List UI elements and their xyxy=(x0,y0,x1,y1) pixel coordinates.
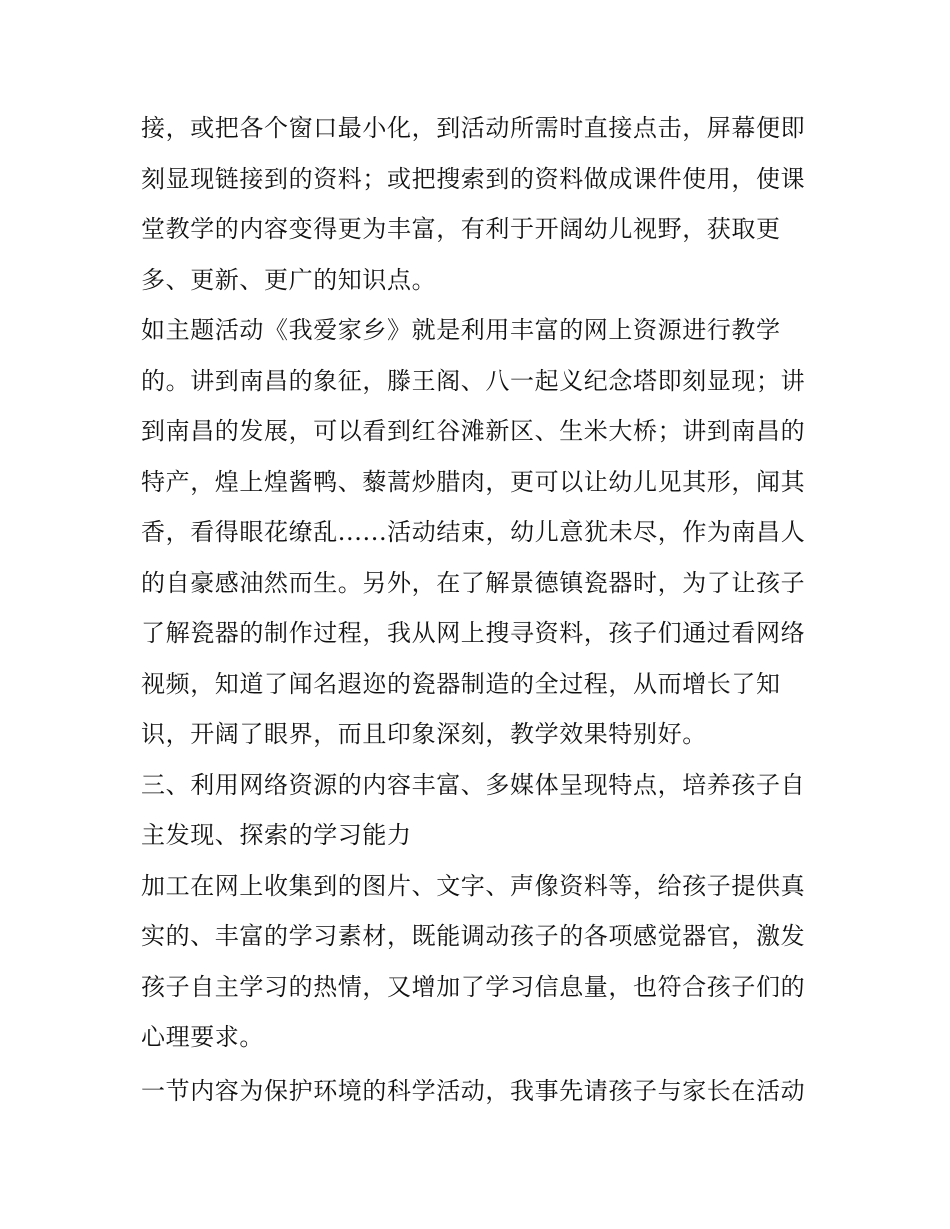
text-line-1: 接，或把各个窗口最小化，到活动所需时直接点击，屏幕便即 xyxy=(141,114,806,142)
text-line-3: 堂教学的内容变得更为丰富，有利于开阔幼儿视野，获取更 xyxy=(141,215,781,243)
text-line-20: 一节内容为保护环境的科学活动，我事先请孩子与家长在活动 xyxy=(141,1076,806,1105)
text-line-16: 加工在网上收集到的图片、文字、声像资料等，给孩子提供真 xyxy=(141,871,806,900)
section-heading-line-2: 主发现、探索的学习能力 xyxy=(141,821,412,849)
text-line-17: 实的、丰富的学习素材，既能调动孩子的各项感觉器官，激发 xyxy=(141,922,806,950)
text-line-2: 刻显现链接到的资料；或把搜索到的资料做成课件使用，使课 xyxy=(141,164,806,193)
document-body xyxy=(141,103,821,1116)
text-line-18: 孩子自主学习的热情，又增加了学习信息量，也符合孩子们的 xyxy=(141,972,806,1001)
text-line-19: 心理要求。 xyxy=(141,1023,264,1051)
text-line-5: 如主题活动《我爱家乡》就是利用丰富的网上资源进行教学 xyxy=(141,316,781,344)
text-line-4: 多、更新、更广的知识点。 xyxy=(141,265,437,294)
text-line-10: 的自豪感油然而生。另外，在了解景德镇瓷器时，为了让孩子 xyxy=(141,568,806,597)
text-line-9: 香，看得眼花缭乱......活动结束，幼儿意犹未尽，作为南昌人 xyxy=(141,518,806,546)
section-heading-line-1: 三、利用网络资源的内容丰富、多媒体呈现特点，培养孩子自 xyxy=(141,770,806,799)
text-line-12: 视频，知道了闻名遐迩的瓷器制造的全过程，从而增长了知 xyxy=(141,669,781,698)
text-line-7: 到南昌的发展，可以看到红谷滩新区、生米大桥；讲到南昌的 xyxy=(141,417,806,445)
text-line-13: 识，开阔了眼界，而且印象深刻，教学效果特别好。 xyxy=(141,720,707,748)
text-line-6: 的。讲到南昌的象征，滕王阁、八一起义纪念塔即刻显现；讲 xyxy=(141,366,806,395)
text-line-8: 特产，煌上煌酱鸭、藜蒿炒腊肉，更可以让幼儿见其形，闻其 xyxy=(141,467,806,496)
text-line-11: 了解瓷器的制作过程，我从网上搜寻资料，孩子们通过看网络 xyxy=(141,619,806,647)
